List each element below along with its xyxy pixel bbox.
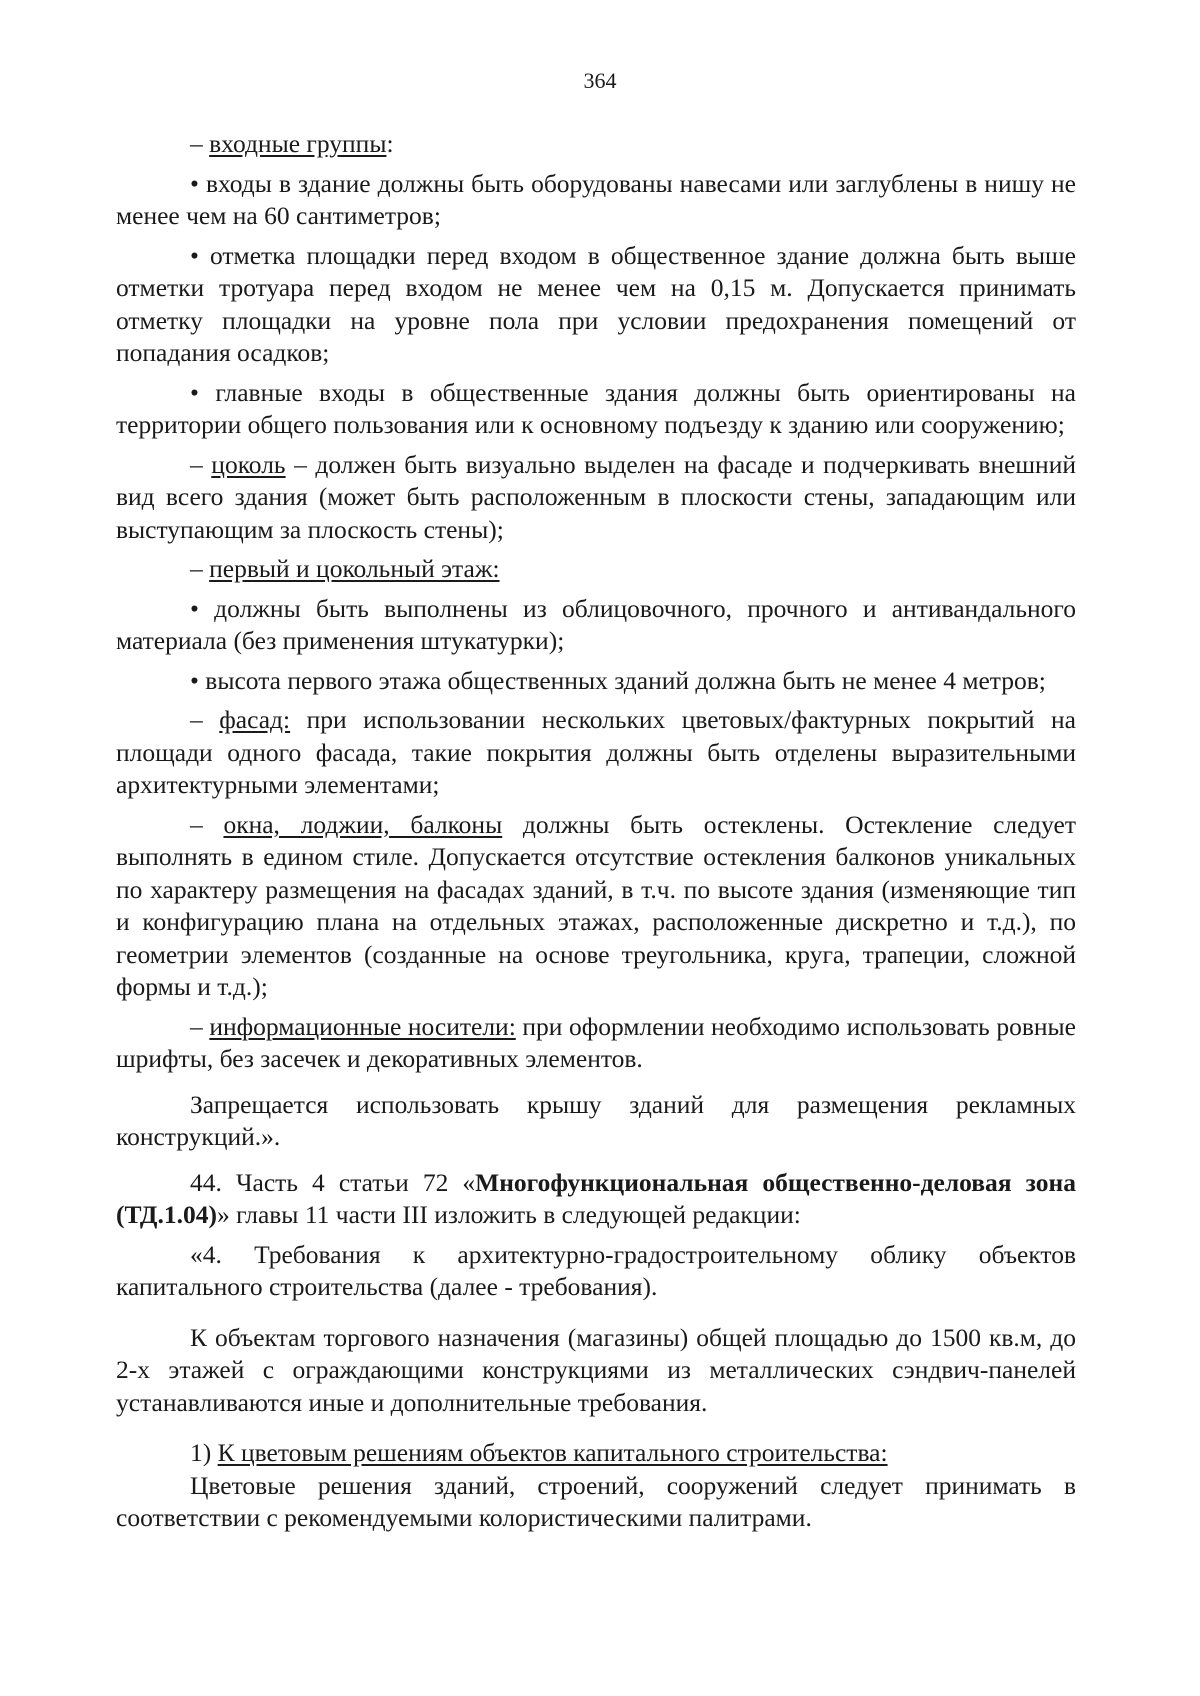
list-number: 1) bbox=[190, 1438, 218, 1467]
underlined-heading: цоколь bbox=[211, 449, 286, 479]
paragraph-text: : bbox=[386, 129, 394, 158]
dash: – bbox=[190, 129, 210, 158]
paragraph-bullet-floor-height: • высота первого этажа общественных зданий должна быть не менее 4 метров; bbox=[190, 665, 1046, 695]
dash: – bbox=[190, 1011, 210, 1041]
paragraph-text: должны быть остеклены. Остекление следует выполнять в едином стиле. Допускается отсутствие остекления балконов уникальных по характеру размещения на фасадах зданий, в т.ч. по высоте здания (изменяющие тип и конфигурацию плана на отдельных этажах, расположенные дискретно и т.д.), по геометрии элементов (созданные на основе треугольника, круга, трапеции, сложной формы и т.д.); bbox=[116, 809, 1076, 1001]
dash: – bbox=[190, 554, 210, 583]
paragraph-item-44 bbox=[116, 1167, 1076, 1232]
underlined-heading: первый и цокольный этаж: bbox=[209, 554, 500, 583]
paragraph-facade bbox=[116, 704, 1076, 802]
paragraph-entrance-groups bbox=[116, 128, 1076, 161]
paragraph-text: 44. Часть 4 статьи 72 « bbox=[190, 1167, 476, 1197]
underlined-heading: входные группы bbox=[209, 129, 387, 158]
paragraph-first-floor bbox=[116, 553, 1076, 586]
underlined-heading: информационные носители: bbox=[209, 1011, 516, 1041]
zone-name-bold: Многофункциональная общественно-деловая зона (ТД.1.04) bbox=[116, 1167, 1076, 1229]
page-number: 364 bbox=[583, 68, 617, 93]
paragraph-roof-advertising: Запрещается использовать крышу зданий для размещения рекламных конструкций.». bbox=[116, 1089, 1076, 1151]
underlined-heading: К цветовым решениям объектов капитального строительства: bbox=[217, 1438, 888, 1467]
paragraph-bullet-main-entrances: • главные входы в общественные здания должны быть ориентированы на территории общего пользования или к основному подъезду к зданию или сооружению; bbox=[116, 377, 1076, 439]
underlined-heading: окна, лоджии, балконы bbox=[223, 809, 503, 839]
paragraph-color-solutions-heading bbox=[116, 1437, 1076, 1470]
paragraph-windows-balconies bbox=[116, 809, 1076, 1004]
paragraph-color-palettes: Цветовые решения зданий, строений, сооружений следует принимать в соответствии с рекомендуемыми колористическими палитрами. bbox=[116, 1470, 1076, 1532]
dash: – bbox=[190, 809, 224, 839]
paragraph-plinth bbox=[116, 449, 1076, 547]
underlined-heading: фасад: bbox=[219, 705, 291, 734]
paragraph-text: при использовании нескольких цветовых/фактурных покрытий на площади одного фасада, такие покрытия должны быть отделены выразительными архитектурными элементами; bbox=[116, 705, 1076, 799]
paragraph-information-carriers bbox=[116, 1011, 1076, 1076]
paragraph-trade-objects: К объектам торгового назначения (магазины) общей площадью до 1500 кв.м, до 2-х этажей с ограждающими конструкциями из металлических сэндвич-панелей устанавливаются иные и дополнительные требования. bbox=[116, 1322, 1076, 1417]
paragraph-text: » главы 11 части III изложить в следующей редакции: bbox=[216, 1200, 801, 1229]
document-body bbox=[116, 128, 1076, 1535]
paragraph-requirements-4: «4. Требования к архитектурно-градостроительному облику объектов капитального строительства (далее - требования). bbox=[116, 1239, 1076, 1301]
paragraph-bullet-canopies: • входы в здание должны быть оборудованы навесами или заглублены в нишу не менее чем на 60 сантиметров; bbox=[116, 168, 1076, 230]
paragraph-bullet-platform-level: • отметка площадки перед входом в общественное здание должна быть выше отметки тротуара перед входом не менее чем на 0,15 м. Допускается принимать отметку площадки на уровне пола при условии предохранения помещений от попадания осадков; bbox=[116, 240, 1076, 367]
paragraph-bullet-facing-material: • должны быть выполнены из облицовочного, прочного и антивандального материала (без применения штукатурки); bbox=[116, 593, 1076, 655]
dash: – bbox=[190, 449, 212, 479]
dash: – bbox=[190, 705, 220, 734]
paragraph-text: при оформлении необходимо использовать ровные шрифты, без засечек и декоративных элементов. bbox=[116, 1011, 1076, 1073]
paragraph-text: – должен быть визуально выделен на фасаде и подчеркивать внешний вид всего здания (может быть расположенным в плоскости стены, западающим или выступающим за плоскость стены); bbox=[116, 449, 1076, 544]
